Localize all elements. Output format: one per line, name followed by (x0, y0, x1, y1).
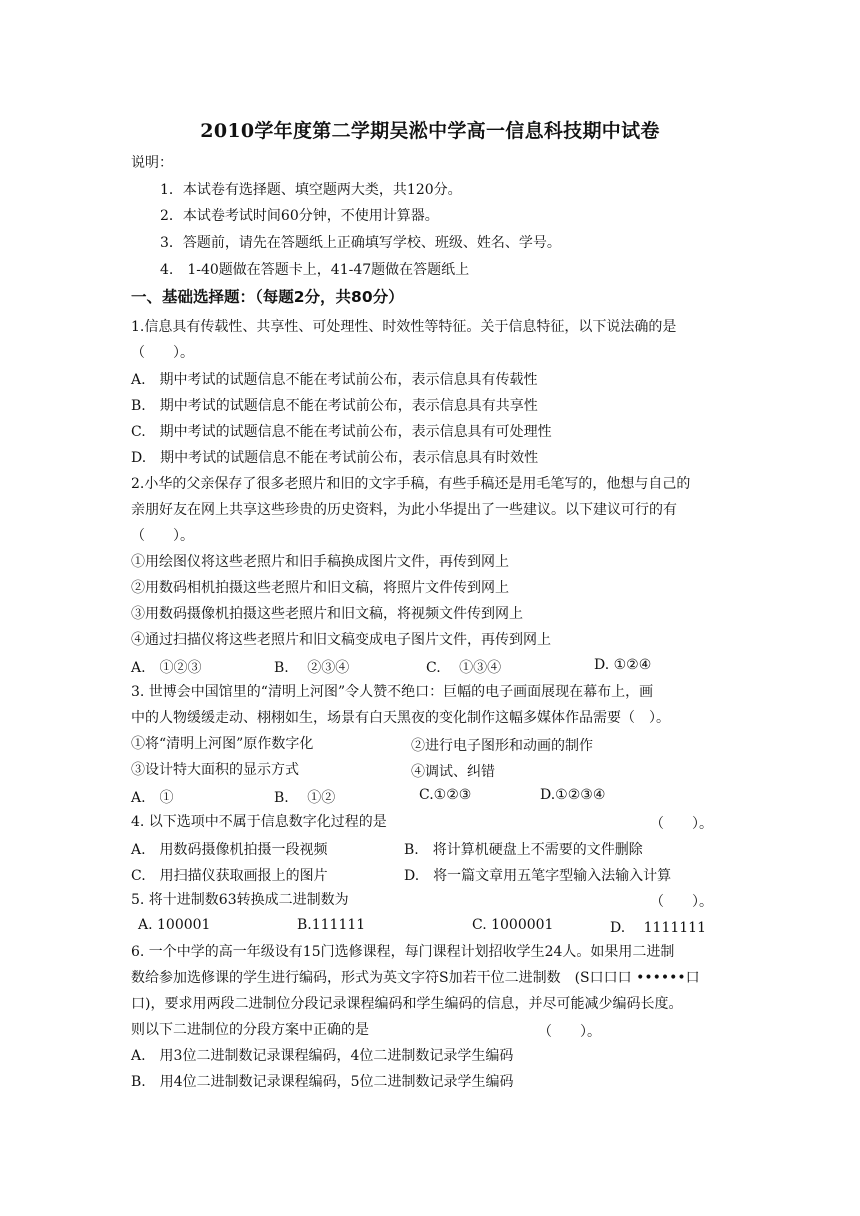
q6-option-a: A. 用3位二进制数记录课程编码，4位二进制数记录学生编码 (131, 1048, 514, 1064)
q2-stem-line2: 亲朋好友在网上共享这些珍贵的历史资料，为此小华提出了一些建议。以下建议可行的有 (131, 502, 677, 518)
q2-item-4: ④通过扫描仪将这些老照片和旧文稿变成电子图片文件，再传到网上 (131, 632, 551, 648)
q5-option-a: A. 100001 (138, 917, 211, 933)
q3-item-4: ④调试、纠错 (411, 764, 495, 780)
q1-option-c: C. 期中考试的试题信息不能在考试前公布，表示信息具有可处理性 (131, 424, 552, 440)
q1-stem-line2: （ ）。 (131, 345, 194, 361)
q6-stem-line3: 口)，要求用两段二进制位分段记录课程编码和学生编码的信息，并尽可能减少编码长度。 (131, 996, 683, 1012)
q2-stem-line3: （ ）。 (131, 528, 194, 544)
notes-label: 说明： (131, 155, 173, 171)
q1-option-d: D. 期中考试的试题信息不能在考试前公布，表示信息具有时效性 (131, 450, 539, 466)
q1-option-b: B. 期中考试的试题信息不能在考试前公布，表示信息具有共享性 (131, 398, 538, 414)
q2-item-1: ①用绘图仪将这些老照片和旧手稿换成图片文件，再传到网上 (131, 554, 509, 570)
q2-item-3: ③用数码摄像机拍摄这些老照片和旧文稿，将视频文件传到网上 (131, 606, 523, 622)
q1-option-a: A. 期中考试的试题信息不能在考试前公布，表示信息具有传载性 (131, 372, 538, 388)
q2-option-a: A. ①②③ (131, 660, 202, 676)
q3-item-1: ①将“清明上河图”原作数字化 (131, 736, 314, 752)
q5-option-c: C. 1000001 (472, 917, 554, 933)
q5-option-d: D. 1111111 (610, 920, 706, 936)
q4-option-a: A. 用数码摄像机拍摄一段视频 (131, 842, 328, 858)
q5-stem: 5. 将十进制数63转换成二进制数为 (131, 892, 349, 908)
q3-item-2: ②进行电子图形和动画的制作 (411, 738, 593, 754)
section-heading: 一、基础选择题：（每题2分，共80分） (131, 288, 404, 306)
q6-answer-paren: （ ）。 (538, 1024, 601, 1040)
q6-stem-line2: 数给参加选修课的学生进行编码，形式为英文字符S加若干位二进制数 (S口口口 ••••••口 (131, 970, 700, 986)
q3-stem-line2: 中的人物缓缓走动、栩栩如生，场景有白天黑夜的变化制作这幅多媒体作品需要（ ）。 (131, 710, 670, 726)
note-2: 2．本试卷考试时间60分钟，不使用计算器。 (160, 208, 439, 224)
q3-option-c: C.①②③ (419, 787, 472, 803)
exam-title: 2010学年度第二学期吴淞中学高一信息科技期中试卷 (200, 120, 660, 142)
q6-stem-line4: 则以下二进制位的分段方案中正确的是 (131, 1022, 369, 1038)
q3-item-3: ③设计特大面积的显示方式 (131, 762, 299, 778)
note-3: 3．答题前，请先在答题纸上正确填写学校、班级、姓名、学号。 (160, 235, 561, 251)
q3-option-a: A. ① (131, 790, 174, 806)
q2-option-b: B. ②③④ (274, 660, 350, 676)
q2-item-2: ②用数码相机拍摄这些老照片和旧文稿，将照片文件传到网上 (131, 580, 509, 596)
q4-option-d: D. 将一篇文章用五笔字型输入法输入计算 (404, 868, 672, 884)
q4-stem: 4. 以下选项中不属于信息数字化过程的是 (131, 814, 387, 830)
note-1: 1．本试卷有选择题、填空题两大类，共120分。 (160, 182, 462, 198)
note-4: 4. 1-40题做在答题卡上，41-47题做在答题纸上 (160, 262, 470, 278)
q6-option-b: B. 用4位二进制数记录课程编码，5位二进制数记录学生编码 (131, 1074, 514, 1090)
q2-option-d: D. ①②④ (594, 657, 652, 673)
q2-stem-line1: 2.小华的父亲保存了很多老照片和旧的文字手稿，有些手稿还是用毛笔写的，他想与自己的 (131, 476, 691, 492)
q4-option-b: B. 将计算机硬盘上不需要的文件删除 (404, 842, 643, 858)
q5-option-b: B.111111 (297, 917, 366, 933)
q3-stem-line1: 3. 世博会中国馆里的“清明上河图”令人赞不绝口：巨幅的电子画面展现在幕布上，画 (131, 684, 654, 700)
q5-answer-paren: （ ）。 (650, 894, 713, 910)
q1-stem-line1: 1.信息具有传载性、共享性、可处理性、时效性等特征。关于信息特征，以下说法确的是 (131, 319, 677, 335)
q2-option-c: C. ①③④ (426, 660, 502, 676)
q4-option-c: C. 用扫描仪获取画报上的图片 (131, 868, 328, 884)
q3-option-d: D.①②③④ (540, 787, 606, 803)
q6-stem-line1: 6. 一个中学的高一年级设有15门选修课程，每门课程计划招收学生24人。如果用二进制 (131, 944, 675, 960)
q3-option-b: B. ①② (274, 790, 336, 806)
q4-answer-paren: （ ）。 (650, 816, 713, 832)
